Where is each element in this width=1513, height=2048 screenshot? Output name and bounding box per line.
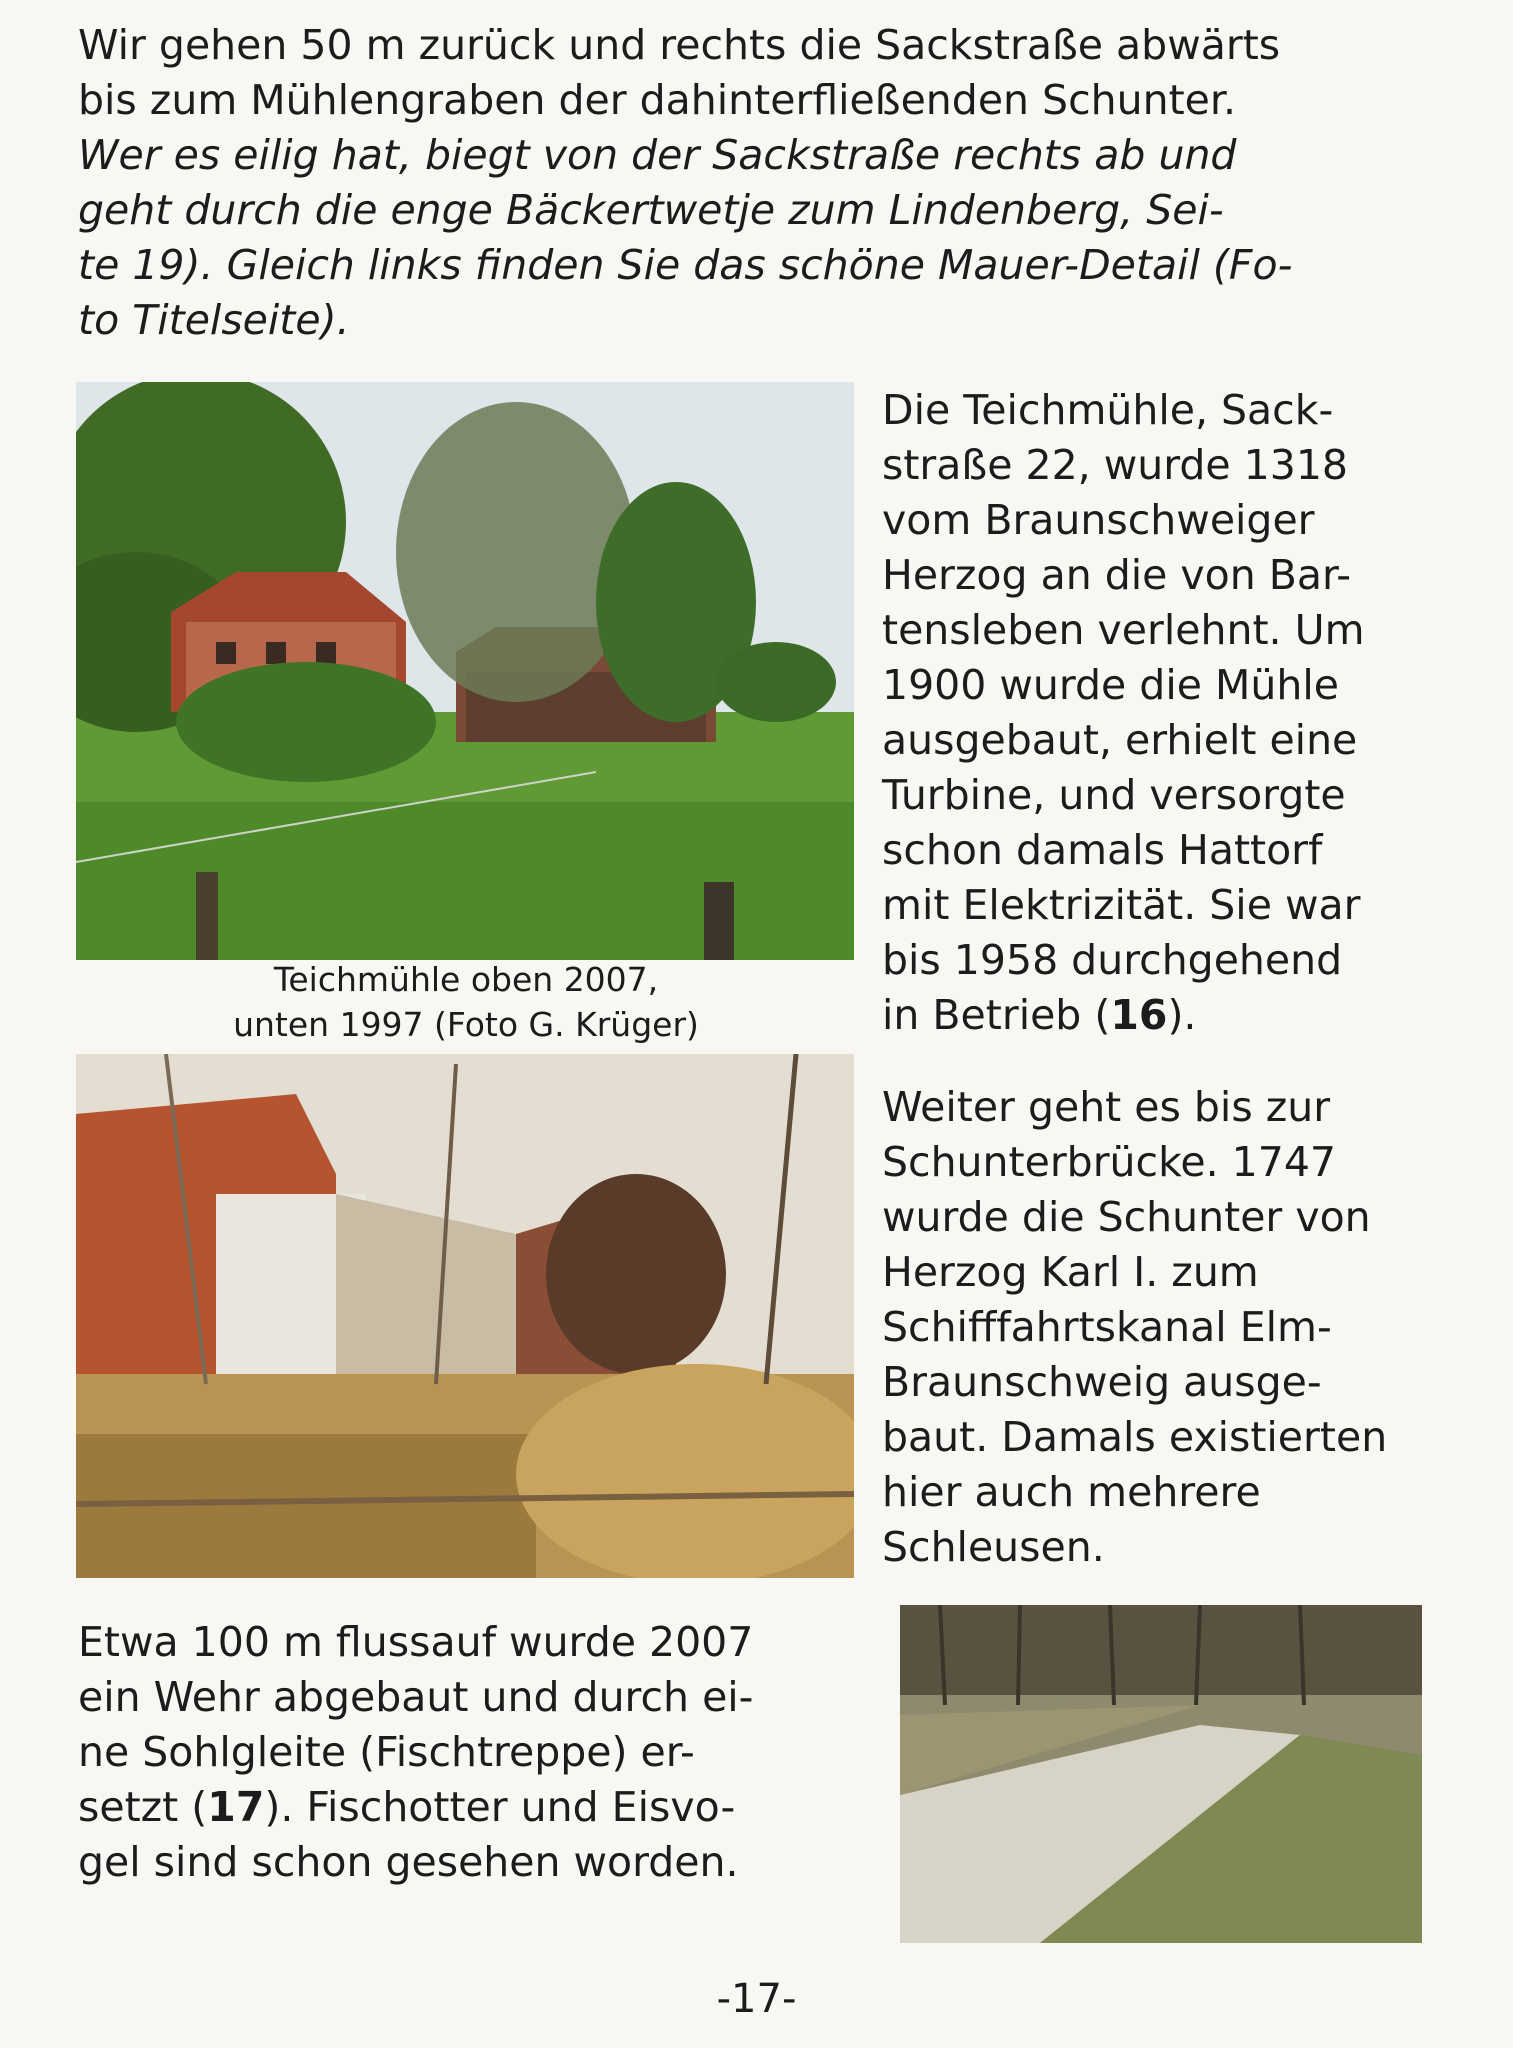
- text-line: Schifffahrtskanal Elm-: [882, 1303, 1332, 1351]
- intro-line: Wir gehen 50 m zurück und rechts die Sackstraße abwärts: [78, 21, 1281, 69]
- location-marker-16: 16: [1110, 991, 1168, 1039]
- text-line: Herzog Karl I. zum: [882, 1248, 1259, 1296]
- text-line: schon damals Hattorf: [882, 826, 1323, 874]
- text-line: straße 22, wurde 1318: [882, 441, 1349, 489]
- text-line: ne Sohlgleite (Fischtreppe) er-: [78, 1728, 695, 1776]
- text-line: Herzog an die von Bar-: [882, 551, 1352, 599]
- text-line: Etwa 100 m flussauf wurde 2007: [78, 1618, 754, 1666]
- photo-teichmuehle-1997: [76, 1054, 854, 1578]
- schunterbruecke-text: [882, 1080, 1462, 1575]
- text-line: baut. Damals existierten: [882, 1413, 1388, 1461]
- location-marker-17: 17: [207, 1783, 265, 1831]
- intro-paragraph: [78, 18, 1458, 348]
- teichmuehle-text: [882, 383, 1462, 1043]
- text-line: tensleben verlehnt. Um: [882, 606, 1365, 654]
- intro-italic-line: to Titelseite).: [78, 296, 350, 344]
- intro-italic-line: Wer es eilig hat, biegt von der Sackstraße rechts ab und: [78, 131, 1237, 179]
- photo-teichmuehle-2007: [76, 382, 854, 960]
- text-line: Schunterbrücke. 1747: [882, 1138, 1337, 1186]
- text-line: Weiter geht es bis zur: [882, 1083, 1331, 1131]
- text-line: hier auch mehrere: [882, 1468, 1261, 1516]
- text-line: Die Teichmühle, Sack-: [882, 386, 1334, 434]
- text-line: in Betrieb (16).: [882, 991, 1197, 1039]
- text-line: wurde die Schunter von: [882, 1193, 1371, 1241]
- text-line: Turbine, und versorgte: [882, 771, 1346, 819]
- text-line: Schleusen.: [882, 1523, 1105, 1571]
- caption-line: Teichmühle oben 2007,: [273, 960, 659, 999]
- text-line: Braunschweig ausge-: [882, 1358, 1322, 1406]
- photo-caption: [78, 957, 854, 1047]
- text-line: vom Braunschweiger: [882, 496, 1315, 544]
- photo-sohlgleite: [900, 1605, 1422, 1943]
- text-line: setzt (17). Fischotter und Eisvo-: [78, 1783, 736, 1831]
- text-line: ausgebaut, erhielt eine: [882, 716, 1358, 764]
- page-number: -17-: [716, 1976, 797, 2022]
- intro-italic-line: geht durch die enge Bäckertwetje zum Lindenberg, Sei-: [78, 186, 1224, 234]
- text-line: gel sind schon gesehen worden.: [78, 1838, 739, 1886]
- sohlgleite-text: [78, 1615, 858, 1890]
- intro-italic-line: te 19). Gleich links finden Sie das schöne Mauer-Detail (Fo-: [78, 241, 1293, 289]
- text-line: 1900 wurde die Mühle: [882, 661, 1339, 709]
- text-line: bis 1958 durchgehend: [882, 936, 1343, 984]
- text-line: mit Elektrizität. Sie war: [882, 881, 1361, 929]
- intro-line: bis zum Mühlengraben der dahinterfließenden Schunter.: [78, 76, 1237, 124]
- caption-line: unten 1997 (Foto G. Krüger): [233, 1005, 699, 1044]
- text-line: ein Wehr abgebaut und durch ei-: [78, 1673, 754, 1721]
